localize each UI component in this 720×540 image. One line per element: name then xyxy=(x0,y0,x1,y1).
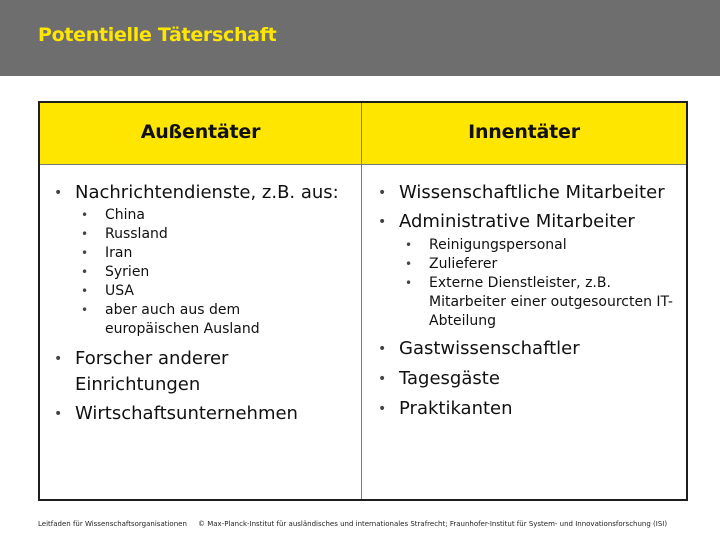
list-item xyxy=(54,346,275,398)
sub-list-item xyxy=(81,301,320,339)
sub-list-item xyxy=(81,263,150,282)
bullet-icon: • xyxy=(378,341,387,357)
sub-list-item-text: Iran xyxy=(105,245,133,261)
sub-list-item-text: China xyxy=(105,207,145,223)
sub-list-item-text: Russland xyxy=(105,226,168,242)
bullet-icon: • xyxy=(81,208,89,222)
sub-list-item xyxy=(405,236,567,255)
offender-table xyxy=(38,101,688,501)
list-item-text: Gastwissenschaftler xyxy=(399,338,580,359)
list-item-text: Forscher anderer Einrichtungen xyxy=(75,348,229,395)
title-bar xyxy=(0,0,720,76)
footer-left-text: Leitfaden für Wissenschaftsorganisationen xyxy=(38,520,187,528)
list-item xyxy=(378,209,635,235)
bullet-icon: • xyxy=(378,371,387,387)
bullet-icon: • xyxy=(378,185,387,201)
sub-list-item-text: Zulieferer xyxy=(429,256,498,272)
bullet-icon: • xyxy=(405,257,413,271)
internal-offenders-cell xyxy=(362,164,686,499)
sub-list-item xyxy=(405,274,674,331)
sub-list-item-text: Externe Dienstleister, z.B. Mitarbeiter einer outgesourcten IT-Abteilung xyxy=(429,275,673,329)
footer-copyright-text: © Max-Planck-Institut für ausländisches und internationales Strafrecht; Fraunhofer-Institut für System- und Innovationsforschung (ISI) xyxy=(198,520,668,528)
sub-list-item xyxy=(81,206,145,225)
bullet-icon: • xyxy=(81,284,89,298)
sub-list-item-text: USA xyxy=(105,283,134,299)
sub-list-item xyxy=(81,225,168,244)
bullet-icon: • xyxy=(54,406,63,422)
list-item-text: Nachrichtendienste, z.B. aus: xyxy=(75,182,339,203)
list-item-text: Wissenschaftliche Mitarbeiter xyxy=(399,182,665,203)
list-item-text: Praktikanten xyxy=(399,398,513,419)
bullet-icon: • xyxy=(81,246,89,260)
bullet-icon: • xyxy=(405,276,413,290)
bullet-icon: • xyxy=(54,185,63,201)
list-item-text: Wirtschaftsunternehmen xyxy=(75,403,298,424)
bullet-icon: • xyxy=(81,227,89,241)
sub-list-item-text: Syrien xyxy=(105,264,150,280)
column-header-internal: Innentäter xyxy=(468,121,580,143)
external-offenders-cell xyxy=(40,164,361,499)
list-item xyxy=(54,401,298,427)
column-header-external: Außentäter xyxy=(140,121,261,143)
list-item xyxy=(54,180,339,206)
table-header-row xyxy=(40,103,686,165)
bullet-icon: • xyxy=(81,265,89,279)
list-item xyxy=(378,336,580,362)
sub-list-item-text: aber auch aus dem europäischen Ausland xyxy=(105,302,260,337)
sub-list-item-text: Reinigungspersonal xyxy=(429,237,567,253)
list-item xyxy=(378,180,665,206)
slide-title: Potentielle Täterschaft xyxy=(38,24,277,46)
sub-list-item xyxy=(81,282,134,301)
list-item xyxy=(378,396,513,422)
list-item xyxy=(378,366,500,392)
list-item-text: Administrative Mitarbeiter xyxy=(399,211,635,232)
bullet-icon: • xyxy=(405,238,413,252)
sub-list-item xyxy=(405,255,498,274)
bullet-icon: • xyxy=(54,351,63,367)
list-item-text: Tagesgäste xyxy=(399,368,500,389)
bullet-icon: • xyxy=(378,214,387,230)
bullet-icon: • xyxy=(81,303,89,317)
bullet-icon: • xyxy=(378,401,387,417)
sub-list-item xyxy=(81,244,133,263)
